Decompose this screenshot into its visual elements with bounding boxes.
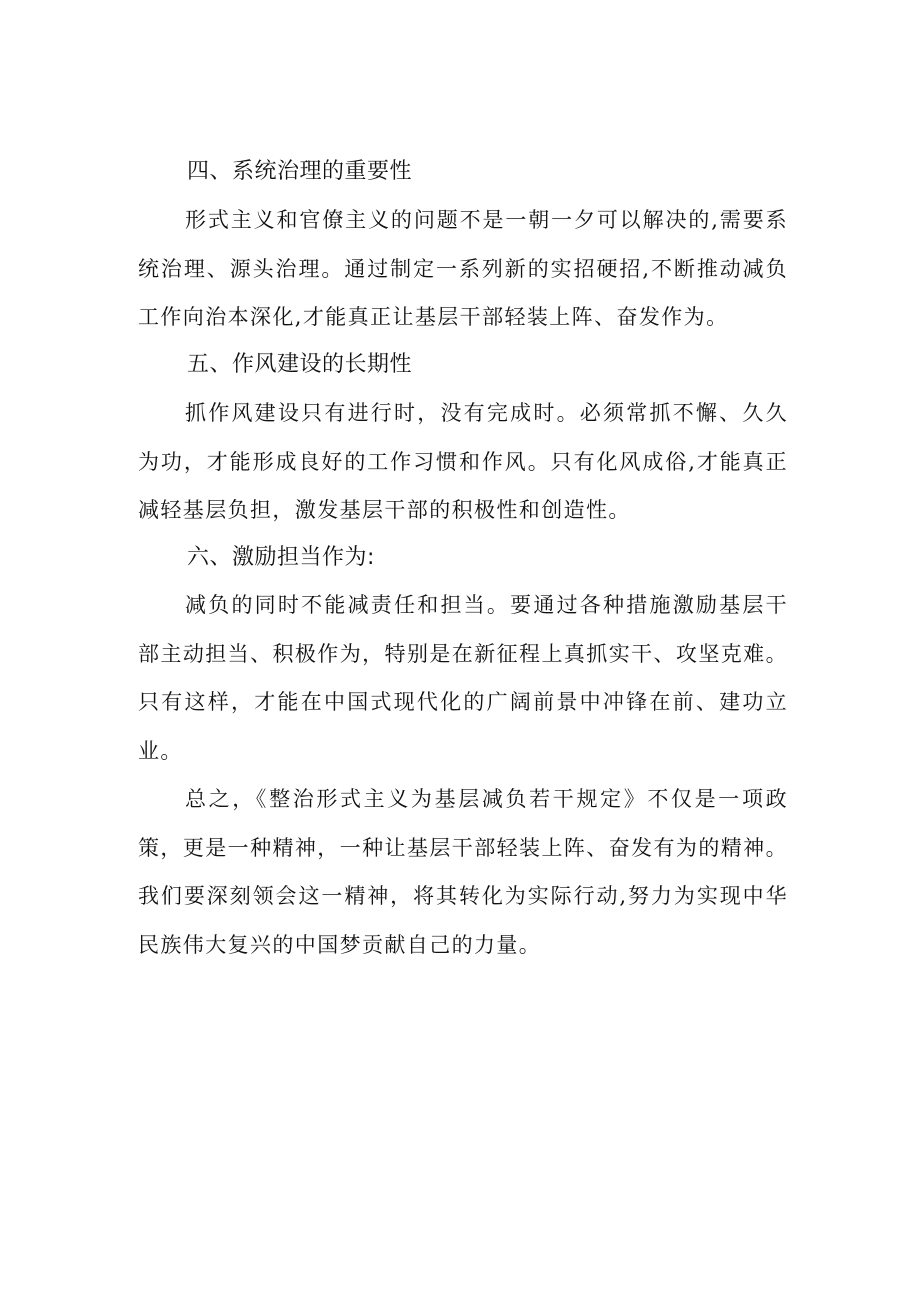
section-heading-work-style: 五、作风建设的长期性	[187, 352, 413, 377]
section-heading-systemic-governance: 四、系统治理的重要性	[187, 159, 413, 184]
section-body-work-style: 抓作风建设只有进行时，没有完成时。必须常抓不懈、久久为功，才能形成良好的工作习惯和作风。只有化风成俗,才能真正减轻基层负担，激发基层干部的积极性和创造性。	[138, 401, 788, 523]
section-heading-encourage-responsibility: 六、激励担当作为:	[187, 545, 375, 570]
section-body-systemic-governance: 形式主义和官僚主义的问题不是一朝一夕可以解决的,需要系统治理、源头治理。通过制定一系列新的实招硬招,不断推动减负工作向治本深化,才能真正让基层干部轻装上阵、奋发作为。	[138, 208, 788, 330]
conclusion-paragraph: 总之，《整治形式主义为基层减负若干规定》不仅是一项政策，更是一种精神，一种让基层干部轻装上阵、奋发有为的精神。我们要深刻领会这一精神，将其转化为实际行动,努力为实现中华民族伟大复兴的中国梦贡献自己的力量。	[138, 787, 788, 957]
section-body-encourage-responsibility: 减负的同时不能减责任和担当。要通过各种措施激励基层干部主动担当、积极作为，特别是在新征程上真抓实干、攻坚克难。只有这样，才能在中国式现代化的广阔前景中冲锋在前、建功立业。	[138, 593, 788, 763]
